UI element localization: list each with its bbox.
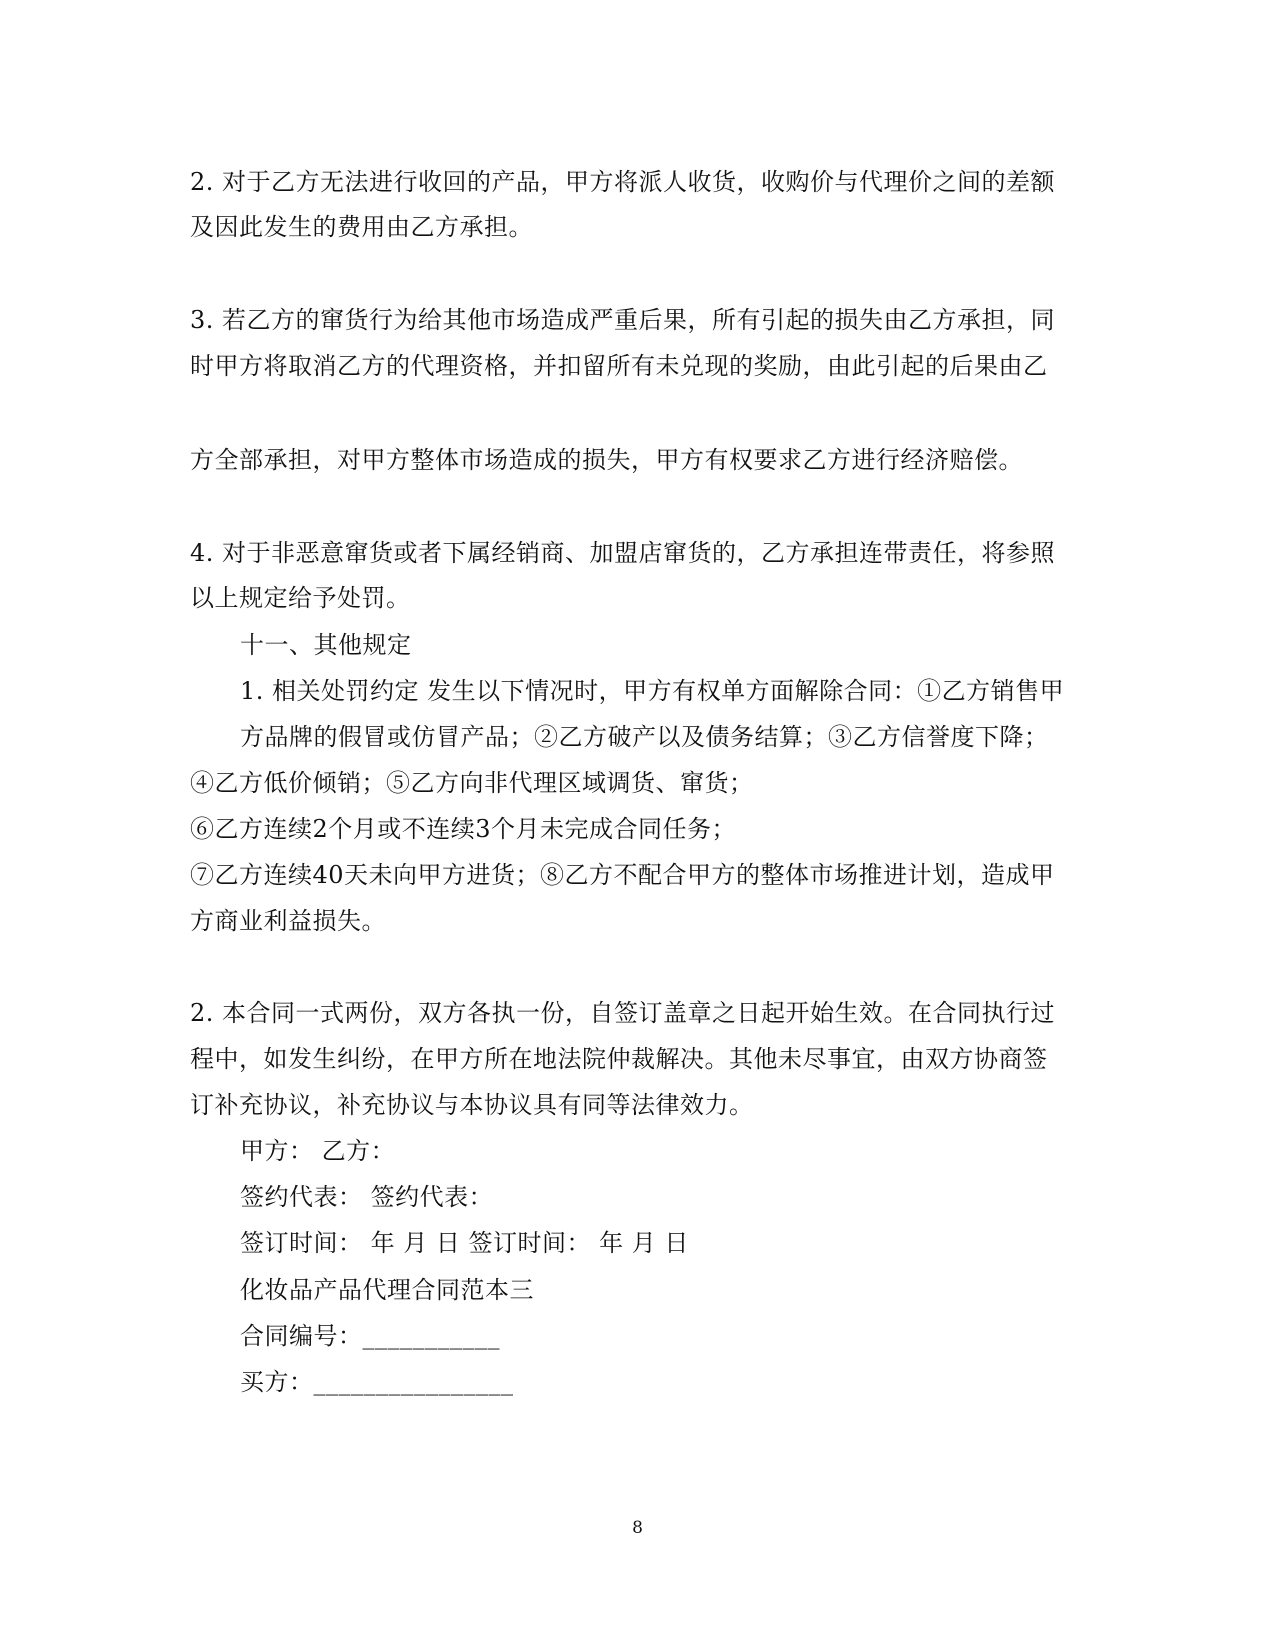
paragraph-line: 4. 对于非恶意窜货或者下属经销商、加盟店窜货的，乙方承担连带责任，将参照 xyxy=(190,539,1056,567)
party-line: 甲方： 乙方： xyxy=(240,1137,396,1165)
paragraph-line: 及因此发生的费用由乙方承担。 xyxy=(190,213,533,241)
paragraph-line: 以上规定给予处罚。 xyxy=(190,584,411,612)
buyer-line: 买方：________________ xyxy=(240,1368,514,1396)
contract-title: 化妆品产品代理合同范本三 xyxy=(240,1276,534,1304)
section-heading: 十一、其他规定 xyxy=(240,631,412,659)
paragraph-line: ⑥乙方连续2个月或不连续3个月未完成合同任务； xyxy=(190,815,737,843)
paragraph-line: 订补充协议，补充协议与本协议具有同等法律效力。 xyxy=(190,1091,754,1119)
paragraph-line: 时甲方将取消乙方的代理资格，并扣留所有未兑现的奖励，由此引起的后果由乙 xyxy=(190,352,1048,380)
paragraph-line: 方全部承担，对甲方整体市场造成的损失，甲方有权要求乙方进行经济赔偿。 xyxy=(190,446,1023,474)
paragraph-line: ⑦乙方连续40天未向甲方进货；⑧乙方不配合甲方的整体市场推进计划，造成甲 xyxy=(190,861,1055,889)
signing-date-line: 签订时间： 年 月 日 签订时间： 年 月 日 xyxy=(240,1229,689,1257)
contract-number-line: 合同编号：___________ xyxy=(240,1322,500,1350)
paragraph-line: 方品牌的假冒或仿冒产品；②乙方破产以及债务结算；③乙方信誉度下降； xyxy=(240,723,1049,751)
paragraph-line: 2. 对于乙方无法进行收回的产品，甲方将派人收货，收购价与代理价之间的差额 xyxy=(190,168,1056,196)
page-number: 8 xyxy=(632,1518,643,1538)
paragraph-line: 1. 相关处罚约定 发生以下情况时，甲方有权单方面解除合同：①乙方销售甲 xyxy=(240,677,1065,705)
paragraph-line: 程中，如发生纠纷，在甲方所在地法院仲裁解决。其他未尽事宜，由双方协商签 xyxy=(190,1045,1048,1073)
paragraph-line: ④乙方低价倾销；⑤乙方向非代理区域调货、窜货； xyxy=(190,769,754,797)
paragraph-line: 3. 若乙方的窜货行为给其他市场造成严重后果，所有引起的损失由乙方承担，同 xyxy=(190,306,1056,334)
paragraph-line: 方商业利益损失。 xyxy=(190,907,386,935)
representative-line: 签约代表： 签约代表： xyxy=(240,1183,494,1211)
paragraph-line: 2. 本合同一式两份，双方各执一份，自签订盖章之日起开始生效。在合同执行过 xyxy=(190,999,1056,1027)
